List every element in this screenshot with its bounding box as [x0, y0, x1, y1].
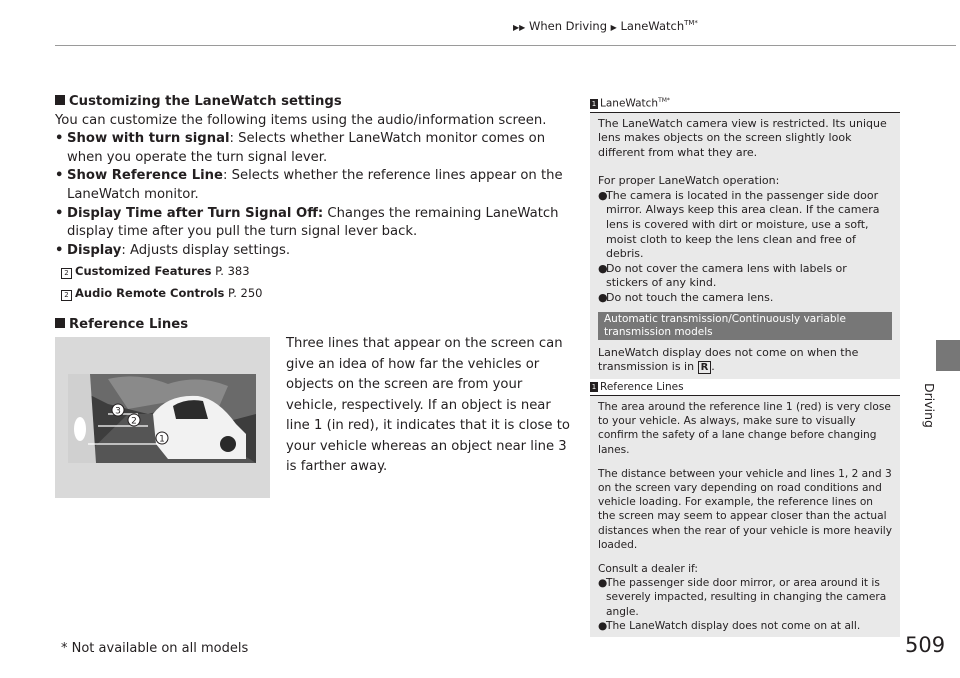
reference-lines-heading: Reference Lines	[55, 317, 188, 332]
note-marker-icon: 1	[591, 99, 597, 108]
trademark: TM*	[684, 19, 698, 28]
note-paragraph: Consult a dealer if:	[598, 563, 698, 576]
gear-r-key: R	[698, 361, 712, 374]
breadcrumb	[513, 19, 698, 33]
list-item: • Display Time after Turn Signal Off: Changes the remaining LaneWatch display time after you pull the turn signal lever back.	[55, 205, 559, 240]
reference-arrow-icon: 2	[61, 290, 72, 301]
model-badge: Automatic transmission/Continuously variable transmission models	[598, 312, 892, 340]
page-number: 509	[905, 633, 946, 657]
reference-lines-text: Three lines that appear on the screen can give an idea of how far the vehicles or objects on the screen are from your vehicle, respectively. If an object is near line 1 (in red), it indicates that it is close to your vehicle whereas an object near line 3 is farther away.	[286, 336, 570, 474]
note-bullet: ● The LaneWatch display does not come on at all.	[598, 619, 861, 632]
note-paragraph: The LaneWatch camera view is restricted. Its unique lens makes objects on the screen slightly look different from what they are.	[598, 116, 887, 159]
note-body	[590, 396, 900, 637]
cross-reference-link[interactable]: 2 Audio Remote Controls P. 250	[55, 284, 575, 303]
header-divider	[55, 45, 956, 46]
footnote: * Not available on all models	[61, 641, 249, 656]
reference-lines-note	[590, 381, 900, 637]
chapter-label: Driving	[922, 383, 937, 428]
arrow-icon: ▶	[610, 23, 617, 32]
line-label: 2	[131, 416, 137, 427]
chapter-tab[interactable]	[936, 340, 960, 371]
breadcrumb-item[interactable]: LaneWatch	[620, 19, 685, 33]
note-bullet: ● The passenger side door mirror, or area around it is severely impacted, resulting in changing the camera angle.	[598, 577, 887, 618]
list-item: • Show Reference Line: Selects whether the reference lines appear on the LaneWatch monitor.	[55, 168, 563, 202]
intro-text: You can customize the following items using the audio/information screen.	[55, 112, 547, 128]
lanewatch-note	[590, 97, 900, 379]
list-item: • Show with turn signal: Selects whether LaneWatch monitor comes on when you operate the turn signal lever.	[55, 131, 546, 165]
line-label: 1	[159, 434, 165, 445]
note-marker-icon: 1	[591, 383, 597, 391]
square-bullet-icon	[55, 318, 65, 328]
note-paragraph: LaneWatch display does not come on when the transmission is in R .	[598, 345, 859, 374]
lanewatch-screen-illustration	[68, 374, 256, 463]
reference-arrow-icon: 2	[61, 268, 72, 279]
square-bullet-icon	[55, 95, 65, 105]
note-bullet: ● Do not touch the camera lens.	[598, 291, 774, 305]
section-heading: Customizing the LaneWatch settings	[55, 93, 575, 112]
breadcrumb-item[interactable]: When Driving	[528, 19, 608, 33]
note-body	[590, 113, 900, 379]
note-bullet: ● Do not cover the camera lens with labels or stickers of any kind.	[598, 261, 847, 290]
note-paragraph: For proper LaneWatch operation:	[598, 174, 780, 188]
note-title: 1 LaneWatch$^{TM*}$	[591, 97, 670, 110]
note-paragraph: The area around the reference line 1 (red) is very close to your vehicle. As always, make sure to visually confirm the safety of a lane change before changing lanes.	[598, 401, 891, 456]
customizing-section	[55, 93, 575, 303]
list-item: • Display: Adjusts display settings.	[55, 242, 291, 258]
arrow-icon: ▶▶	[513, 23, 526, 32]
line-label: 3	[115, 406, 121, 417]
note-title: 1 Reference Lines	[591, 381, 684, 393]
cross-reference-link[interactable]: 2 Customized Features P. 383	[55, 262, 575, 281]
note-bullet: ● The camera is located in the passenger side door mirror. Always keep this area clean. If the camera lens is covered with dirt or moisture, use a soft, moist cloth to keep the lens clean and free of debris.	[598, 188, 880, 261]
note-paragraph: The distance between your vehicle and lines 1, 2 and 3 on the screen vary depending on road conditions and vehicle loading. For example, the reference lines on the screen may seem to appear closer than the actual distances when the rear of your vehicle is more heavily loaded.	[598, 467, 893, 551]
